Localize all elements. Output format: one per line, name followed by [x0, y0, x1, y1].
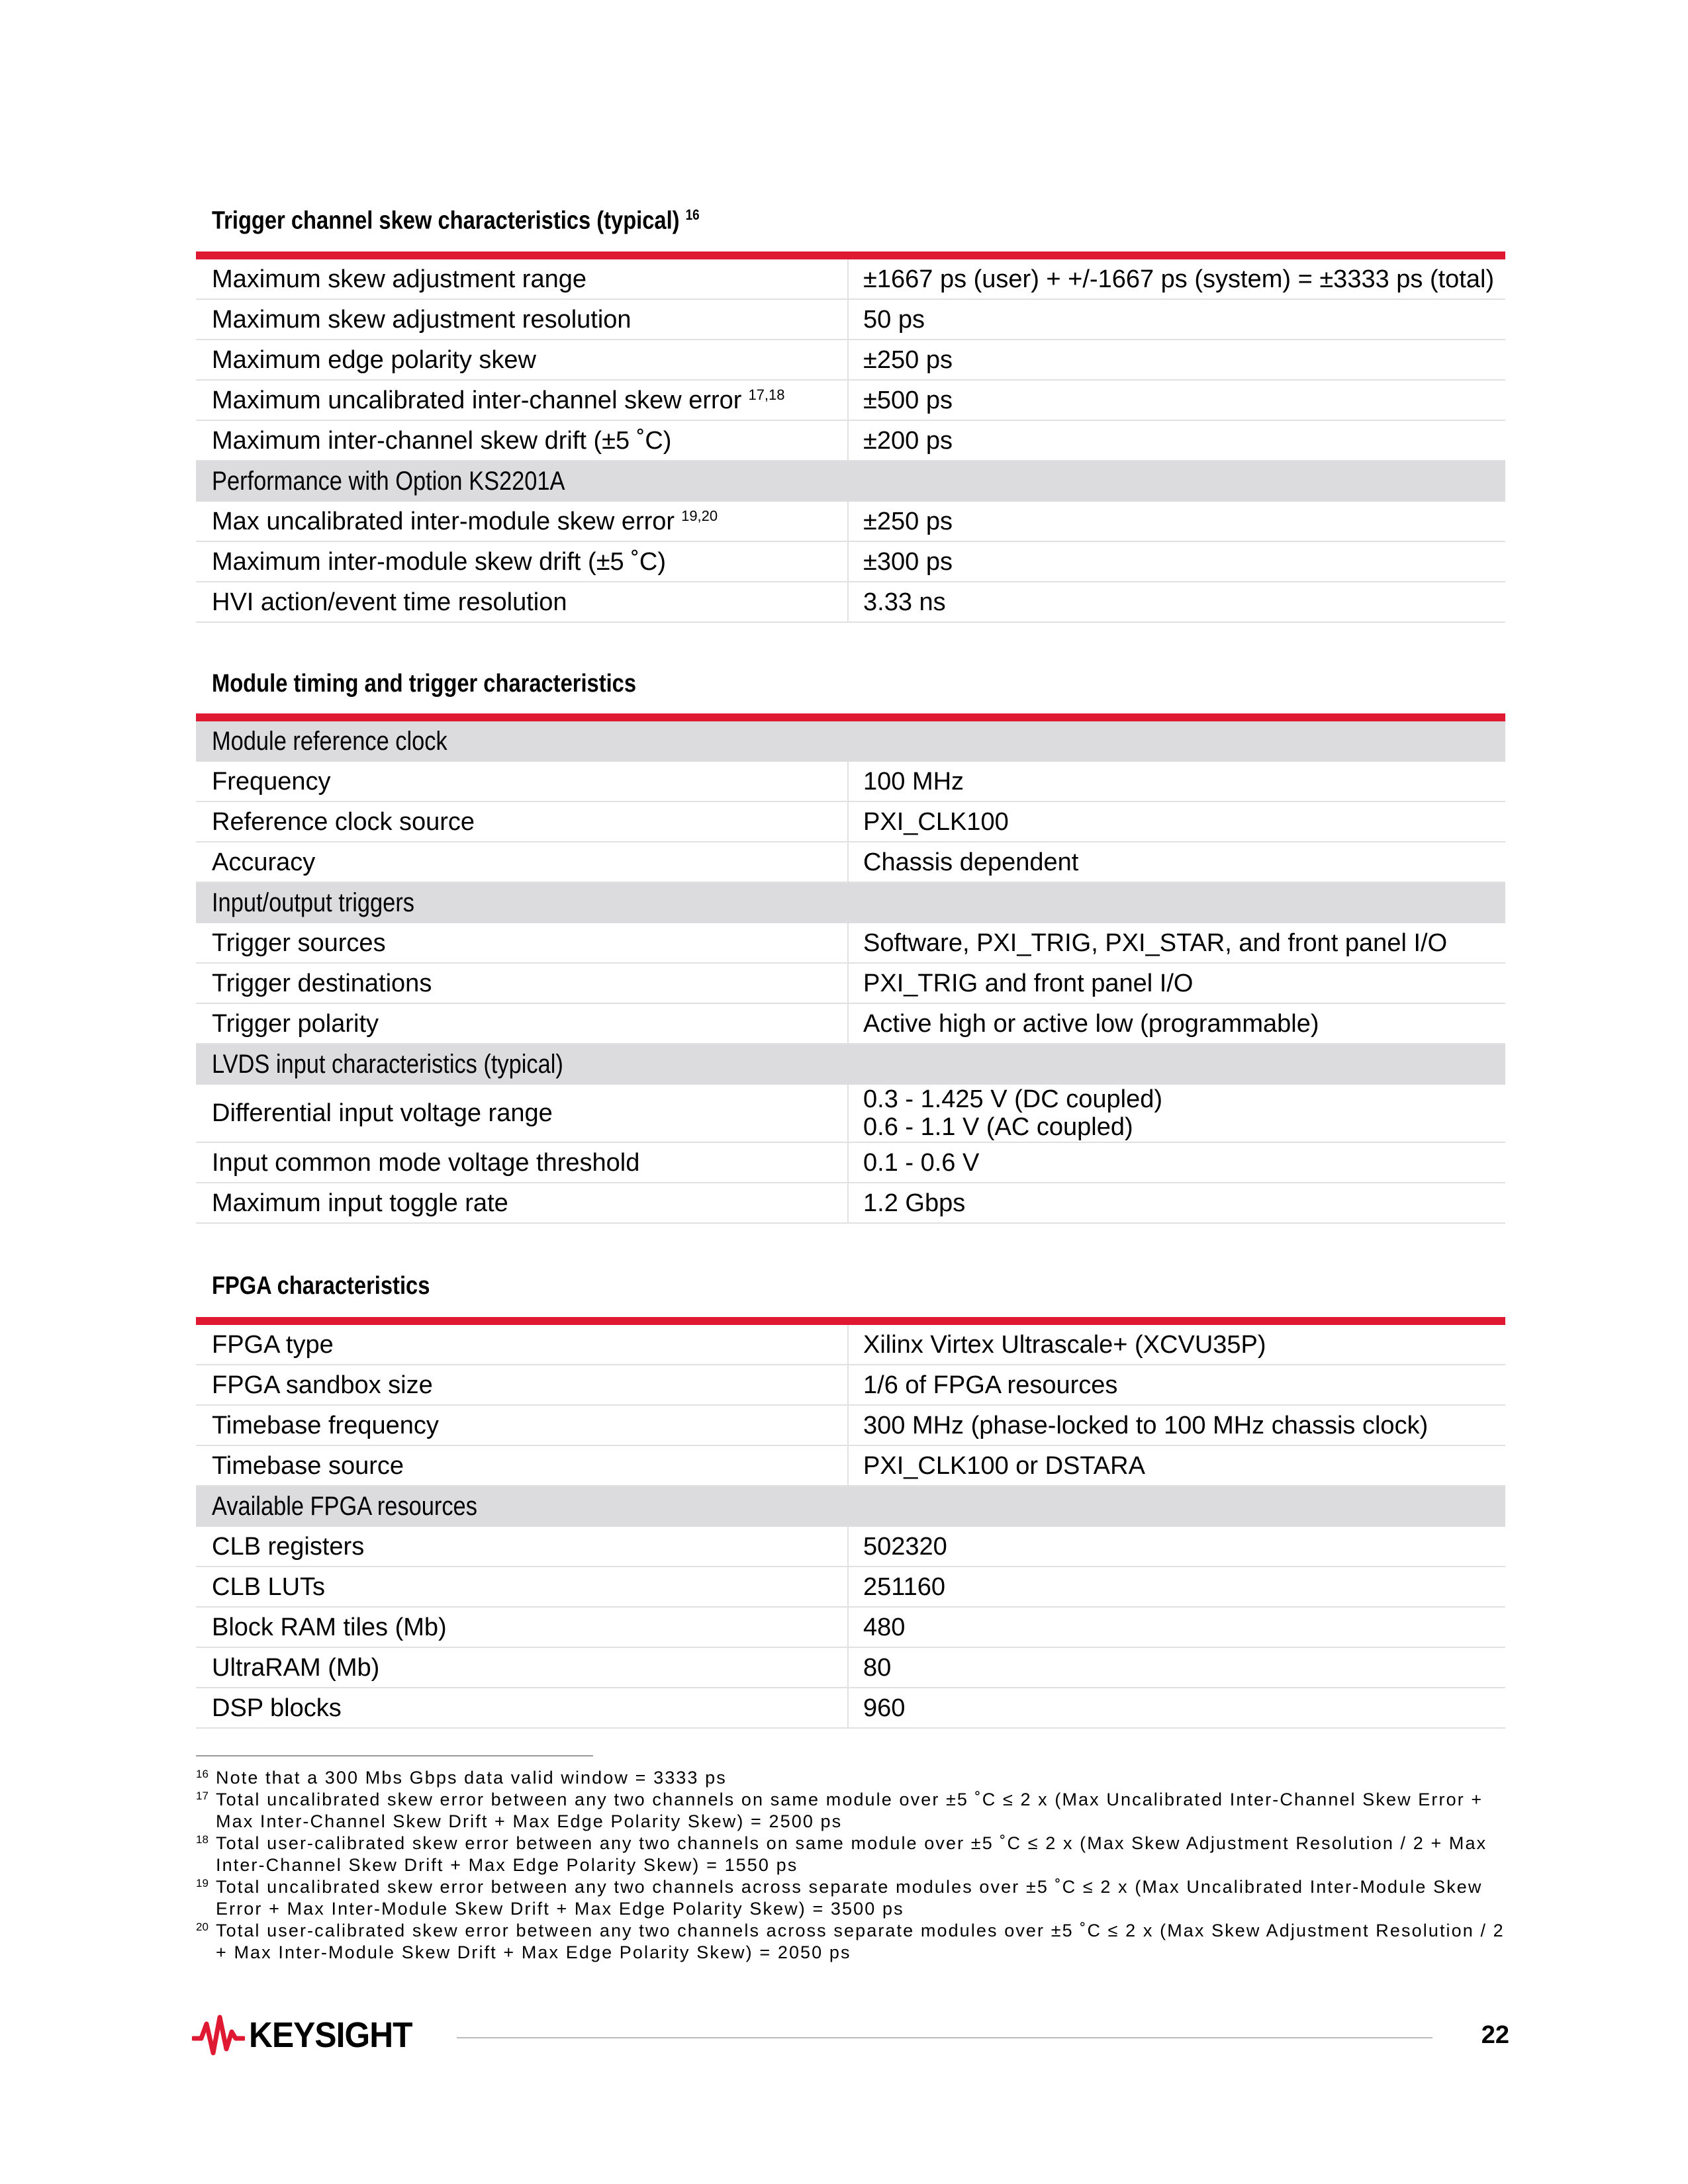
table-row: Timebase frequency 300 MHz (phase-locked to 100 MHz chassis clock) [196, 1406, 1505, 1446]
table-row: DSP blocks 960 [196, 1688, 1505, 1729]
table-row: Maximum input toggle rate 1.2 Gbps [196, 1183, 1505, 1224]
table-row: Max uncalibrated inter-module skew error $^{19,20}$ ±250 ps [196, 502, 1505, 542]
table-row: Frequency 100 MHz [196, 762, 1505, 802]
footnote: 17 Total uncalibrated skew error between any two channels on same module over ±5 ˚C ≤ 2 x (Max Uncalibrated Inter-Channel Skew Error + Max Inter-Channel Skew Drift + Max Edge Polarity Skew) = 2500 ps [196, 1790, 1483, 1831]
section-title-fpga: FPGA characteristics [212, 1272, 430, 1300]
table-row: Reference clock source PXI_CLK100 [196, 802, 1505, 842]
table-row: Input common mode voltage threshold 0.1 - 0.6 V [196, 1143, 1505, 1183]
table-row: HVI action/event time resolution 3.33 ns [196, 582, 1505, 623]
table-trigger-skew [196, 251, 1505, 623]
keysight-logo [192, 2012, 426, 2058]
keysight-wave-icon [192, 2012, 245, 2058]
table-subheader: Available FPGA resources [196, 1486, 1505, 1527]
footer-divider [457, 2037, 1432, 2038]
table-row: Maximum skew adjustment resolution 50 ps [196, 300, 1505, 340]
table-row: Maximum edge polarity skew ±250 ps [196, 340, 1505, 381]
table-fpga [196, 1317, 1505, 1729]
table-row: CLB LUTs 251160 [196, 1567, 1505, 1608]
footnote-divider [196, 1755, 593, 1756]
footnotes [196, 1767, 1513, 1964]
logo-text: KEYSIGHT [249, 2015, 412, 2055]
table-row: Trigger destinations PXI_TRIG and front panel I/O [196, 964, 1505, 1004]
footnote: 20 Total user-calibrated skew error between any two channels across separate modules over ±5 ˚C ≤ 2 x (Max Skew Adjustment Resolution / 2 + Max Inter-Module Skew Drift + Max Edge Polarity Skew) = 2050 ps [196, 1921, 1505, 1962]
table-row: Maximum inter-channel skew drift (±5 ˚C) ±200 ps [196, 421, 1505, 461]
footnote: 19 Total uncalibrated skew error between any two channels across separate modules over ±5 ˚C ≤ 2 x (Max Uncalibrated Inter-Module Skew Error + Max Inter-Module Skew Drift + Max Edge Polarity Skew) = 3500 ps [196, 1877, 1483, 1919]
table-subheader: LVDS input characteristics (typical) [196, 1044, 1505, 1085]
table-row: Maximum inter-module skew drift (±5 ˚C) ±300 ps [196, 542, 1505, 582]
table-row: Accuracy Chassis dependent [196, 842, 1505, 883]
page-footer [192, 2012, 1509, 2065]
table-module-timing [196, 713, 1505, 1224]
page-number: 22 [1481, 2021, 1509, 2049]
section-title-module-timing: Module timing and trigger characteristics [212, 670, 637, 698]
table-row: Trigger polarity Active high or active low (programmable) [196, 1004, 1505, 1044]
table-row: Timebase source PXI_CLK100 or DSTARA [196, 1446, 1505, 1486]
section-title-trigger-skew: Trigger channel skew characteristics (typical) $^{16}$ [212, 206, 700, 235]
table-row: Block RAM tiles (Mb) 480 [196, 1608, 1505, 1648]
table-row: FPGA sandbox size 1/6 of FPGA resources [196, 1365, 1505, 1406]
table-row: UltraRAM (Mb) 80 [196, 1648, 1505, 1688]
table-row: FPGA type Xilinx Virtex Ultrascale+ (XCVU35P) [196, 1325, 1505, 1365]
table-subheader: Performance with Option KS2201A [196, 461, 1505, 502]
table-subheader: Module reference clock [196, 721, 1505, 762]
footnote: 16 Note that a 300 Mbs Gbps data valid window = 3333 ps [196, 1768, 727, 1788]
table-row: Differential input voltage range 0.3 - 1.425 V (DC coupled) 0.6 - 1.1 V (AC coupled) [196, 1085, 1505, 1143]
footnote: 18 Total user-calibrated skew error between any two channels on same module over ±5 ˚C ≤ 2 x (Max Skew Adjustment Resolution / 2 + Max Inter-Channel Skew Drift + Max Edge Polarity Skew) = 1550 ps [196, 1833, 1487, 1875]
table-row: Maximum skew adjustment range ±1667 ps (user) + +/-1667 ps (system) = ±3333 ps (total) [196, 259, 1505, 300]
table-row: Maximum uncalibrated inter-channel skew error $^{17,18}$ ±500 ps [196, 381, 1505, 421]
table-row: CLB registers 502320 [196, 1527, 1505, 1567]
table-row: Trigger sources Software, PXI_TRIG, PXI_STAR, and front panel I/O [196, 923, 1505, 964]
table-subheader: Input/output triggers [196, 883, 1505, 923]
